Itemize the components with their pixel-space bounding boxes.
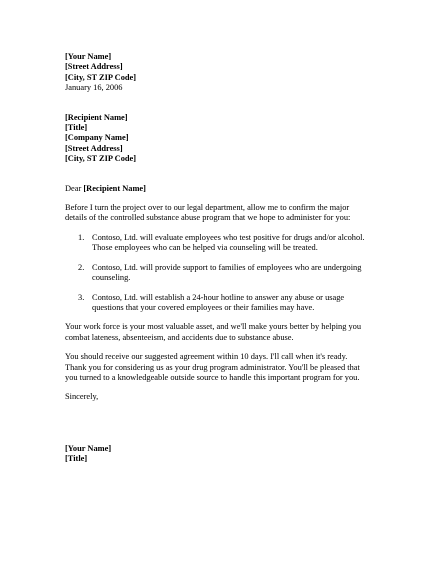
complimentary-close: Sincerely, xyxy=(65,392,99,402)
recipient-block xyxy=(65,113,390,165)
sender-name: [Your Name] xyxy=(65,52,112,61)
intro-line: Before I turn the project over to our legal department, allow me to confirm the major xyxy=(65,203,350,213)
list-item xyxy=(78,233,390,254)
list-item-line: Contoso, Ltd. will evaluate employees who test positive for drugs and/or alcohol. xyxy=(92,232,365,242)
list-item-line: counseling. xyxy=(92,273,131,283)
signature-block xyxy=(65,444,390,465)
list-item-number: 2. xyxy=(78,262,85,272)
list-item-number: 3. xyxy=(78,292,85,302)
list-item xyxy=(78,293,390,314)
recipient-city-state-zip: [City, ST ZIP Code] xyxy=(65,154,137,164)
letter-date: January 16, 2006 xyxy=(65,83,123,93)
recipient-company: [Company Name] xyxy=(65,133,129,143)
workforce-line: Your work force is your most valuable asset, and we'll make yours better by helping you xyxy=(65,322,362,332)
workforce-line: combat lateness, absenteeism, and accidents due to substance abuse. xyxy=(65,332,294,342)
closing-paragraph xyxy=(65,352,390,383)
signature-name: [Your Name] xyxy=(65,443,112,453)
workforce-paragraph xyxy=(65,322,390,343)
recipient-name: [Recipient Name] xyxy=(65,112,128,122)
salutation-prefix: Dear xyxy=(65,183,84,193)
recipient-street: [Street Address] xyxy=(65,143,123,153)
sender-street: [Street Address] xyxy=(65,62,123,72)
list-item-line: Those employees who can be helped via counseling will be treated. xyxy=(92,243,318,253)
numbered-list xyxy=(65,233,390,313)
letter-page xyxy=(65,52,390,465)
closing-line: You should receive our suggested agreement within 10 days. I'll call when it's ready. xyxy=(65,352,348,362)
intro-line: details of the controlled substance abuse program that we hope to administer for you: xyxy=(65,213,351,223)
list-item xyxy=(78,263,390,284)
salutation xyxy=(65,184,390,194)
intro-paragraph xyxy=(65,203,390,224)
salutation-name: [Recipient Name] xyxy=(83,183,146,193)
closing-line: Thank you for considering us as your drug program administrator. You'll be pleased that xyxy=(65,362,360,372)
list-item-line: Contoso, Ltd. will provide support to families of employees who are undergoing xyxy=(92,262,362,272)
recipient-title: [Title] xyxy=(65,123,88,133)
list-item-line: Contoso, Ltd. will establish a 24-hour hotline to answer any abuse or usage xyxy=(92,292,345,302)
list-item-line: questions that your covered employees or their families may have. xyxy=(92,302,315,312)
signature-title: [Title] xyxy=(65,454,88,464)
closing-line: you turned to a knowledgeable outside source to handle this important program for you. xyxy=(65,372,360,382)
sender-block xyxy=(65,52,390,94)
sender-city-state-zip: [City, ST ZIP Code] xyxy=(65,72,137,82)
list-item-number: 1. xyxy=(78,232,85,242)
